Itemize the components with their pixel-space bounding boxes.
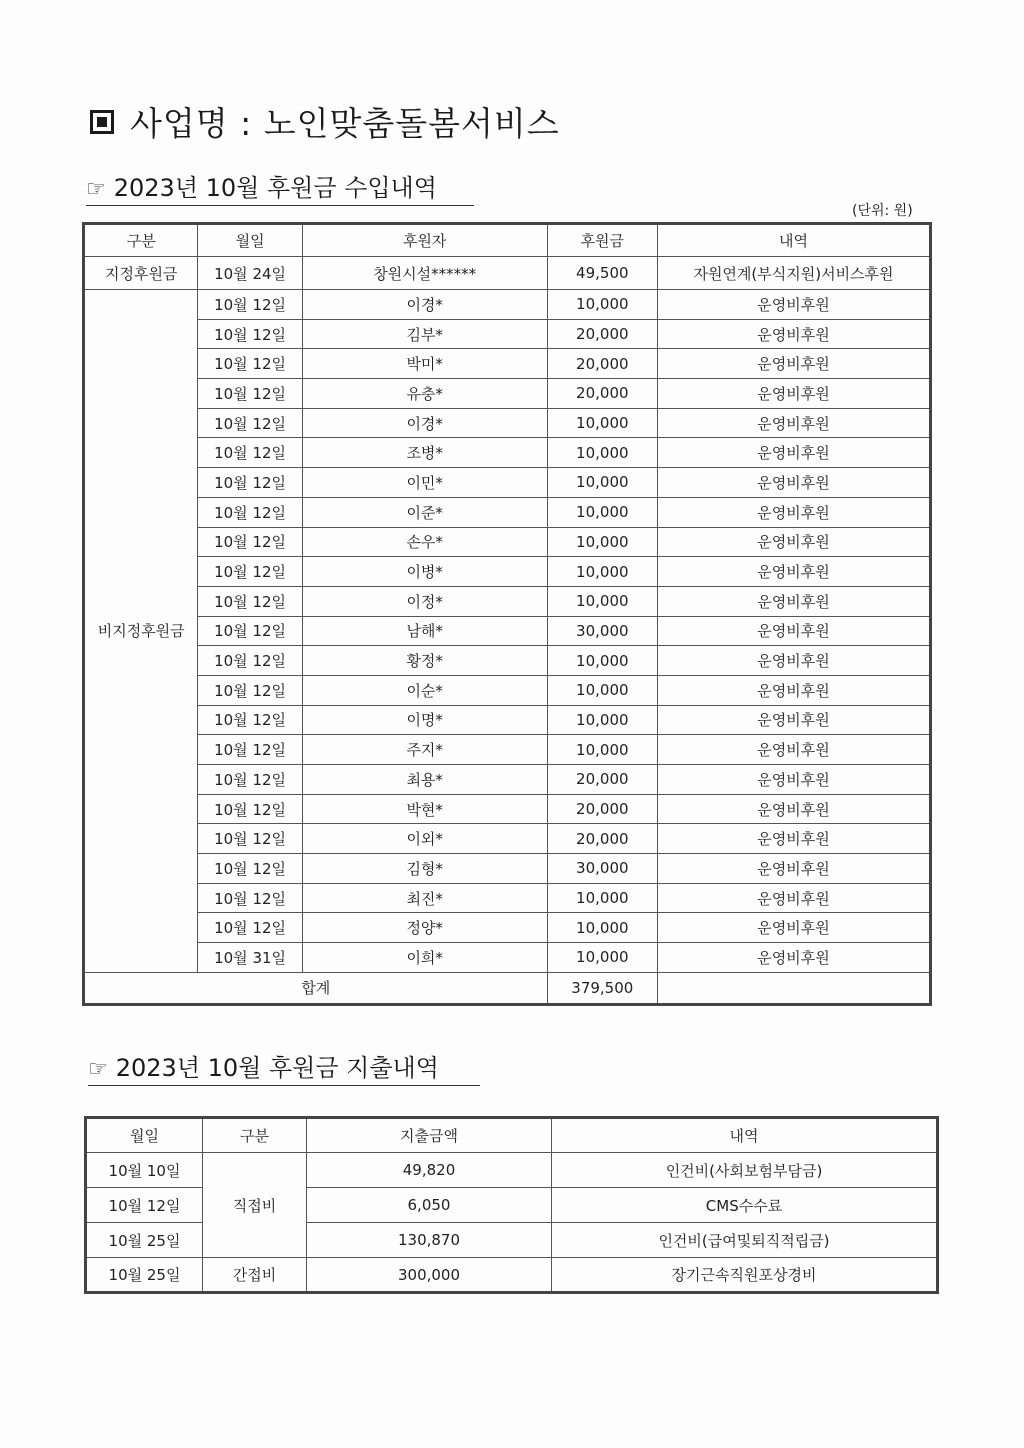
amount-cell: 10,000 xyxy=(547,675,657,705)
date-cell: 10월 12일 xyxy=(198,883,302,913)
income-heading-text: 2023년 10월 후원금 수입내역 xyxy=(113,174,437,202)
table-row xyxy=(84,765,931,795)
table-row xyxy=(84,883,931,913)
amount-cell: 20,000 xyxy=(547,794,657,824)
donor-cell: 이병* xyxy=(302,557,547,587)
amount-cell: 10,000 xyxy=(547,646,657,676)
unit-label: (단위: 원) xyxy=(852,203,913,219)
donor-cell: 이희* xyxy=(302,943,547,973)
detail-cell: 운영비후원 xyxy=(658,735,931,765)
date-cell: 10월 12일 xyxy=(198,349,302,379)
detail-cell: 운영비후원 xyxy=(658,883,931,913)
column-header: 지출금액 xyxy=(307,1118,552,1153)
date-cell: 10월 24일 xyxy=(198,257,302,290)
table-row xyxy=(84,557,931,587)
date-cell: 10월 12일 xyxy=(198,735,302,765)
total-label: 합계 xyxy=(84,972,548,1004)
donor-cell: 김형* xyxy=(302,854,547,884)
table-row xyxy=(84,675,931,705)
pointing-hand-icon: ☞ xyxy=(86,177,106,202)
amount-cell: 10,000 xyxy=(547,913,657,943)
donor-cell: 주지* xyxy=(302,735,547,765)
detail-cell: 운영비후원 xyxy=(658,497,931,527)
amount-cell: 30,000 xyxy=(547,616,657,646)
expense-table xyxy=(84,1116,939,1294)
donor-cell: 이민* xyxy=(302,468,547,498)
table-row xyxy=(84,824,931,854)
detail-cell: 운영비후원 xyxy=(658,705,931,735)
date-cell: 10월 12일 xyxy=(198,913,302,943)
amount-cell: 10,000 xyxy=(547,883,657,913)
detail-cell: 운영비후원 xyxy=(658,319,931,349)
detail-cell: 인건비(사회보험부담금) xyxy=(552,1153,938,1188)
date-cell: 10월 12일 xyxy=(198,675,302,705)
donor-cell: 유충* xyxy=(302,379,547,409)
total-row xyxy=(84,972,931,1004)
column-header: 월일 xyxy=(198,224,302,257)
donor-cell: 김부* xyxy=(302,319,547,349)
square-icon xyxy=(90,110,114,134)
amount-cell: 20,000 xyxy=(547,319,657,349)
table-row xyxy=(84,586,931,616)
detail-cell: 운영비후원 xyxy=(658,913,931,943)
table-row xyxy=(86,1153,938,1188)
category-cell: 직접비 xyxy=(203,1153,307,1258)
detail-cell: 운영비후원 xyxy=(658,408,931,438)
total-empty-cell xyxy=(658,972,931,1004)
detail-cell: 운영비후원 xyxy=(658,943,931,973)
income-table xyxy=(82,222,932,1006)
table-row xyxy=(84,616,931,646)
column-header: 구분 xyxy=(203,1118,307,1153)
amount-cell: 20,000 xyxy=(547,379,657,409)
column-header: 후원금 xyxy=(547,224,657,257)
date-cell: 10월 31일 xyxy=(198,943,302,973)
donor-cell: 황정* xyxy=(302,646,547,676)
date-cell: 10월 12일 xyxy=(86,1188,203,1223)
detail-cell: 자원연계(부식지원)서비스후원 xyxy=(658,257,931,290)
table-row xyxy=(84,408,931,438)
table-row xyxy=(84,735,931,765)
amount-cell: 20,000 xyxy=(547,349,657,379)
date-cell: 10월 12일 xyxy=(198,824,302,854)
detail-cell: 운영비후원 xyxy=(658,854,931,884)
table-row xyxy=(84,527,931,557)
expense-heading-text: 2023년 10월 후원금 지출내역 xyxy=(115,1054,439,1082)
date-cell: 10월 12일 xyxy=(198,527,302,557)
table-row xyxy=(84,349,931,379)
amount-cell: 49,820 xyxy=(307,1153,552,1188)
date-cell: 10월 12일 xyxy=(198,379,302,409)
amount-cell: 10,000 xyxy=(547,943,657,973)
donor-cell: 창원시설****** xyxy=(302,257,547,290)
amount-cell: 30,000 xyxy=(547,854,657,884)
detail-cell: 운영비후원 xyxy=(658,794,931,824)
pointing-hand-icon: ☞ xyxy=(88,1057,108,1082)
detail-cell: 운영비후원 xyxy=(658,616,931,646)
date-cell: 10월 12일 xyxy=(198,557,302,587)
detail-cell: 운영비후원 xyxy=(658,438,931,468)
table-row xyxy=(84,257,931,290)
date-cell: 10월 12일 xyxy=(198,705,302,735)
detail-cell: 운영비후원 xyxy=(658,468,931,498)
donor-cell: 박미* xyxy=(302,349,547,379)
column-header: 월일 xyxy=(86,1118,203,1153)
detail-cell: 운영비후원 xyxy=(658,586,931,616)
table-row xyxy=(84,468,931,498)
page-title-text: 사업명 : 노인맞춤돌봄서비스 xyxy=(130,104,560,143)
table-row xyxy=(84,854,931,884)
donor-cell: 이명* xyxy=(302,705,547,735)
detail-cell: 운영비후원 xyxy=(658,527,931,557)
donor-cell: 정양* xyxy=(302,913,547,943)
donor-cell: 최진* xyxy=(302,883,547,913)
detail-cell: 운영비후원 xyxy=(658,824,931,854)
donor-cell: 이준* xyxy=(302,497,547,527)
page-title xyxy=(90,98,560,145)
amount-cell: 10,000 xyxy=(547,557,657,587)
income-heading xyxy=(86,168,474,206)
column-header: 구분 xyxy=(84,224,198,257)
table-row xyxy=(84,319,931,349)
category-cell: 간접비 xyxy=(203,1258,307,1293)
amount-cell: 20,000 xyxy=(547,824,657,854)
expense-heading xyxy=(88,1048,480,1086)
detail-cell: 인건비(급여및퇴직적립금) xyxy=(552,1223,938,1258)
donor-cell: 이경* xyxy=(302,290,547,320)
date-cell: 10월 25일 xyxy=(86,1258,203,1293)
amount-cell: 10,000 xyxy=(547,497,657,527)
column-header: 내역 xyxy=(552,1118,938,1153)
amount-cell: 300,000 xyxy=(307,1258,552,1293)
amount-cell: 10,000 xyxy=(547,408,657,438)
date-cell: 10월 12일 xyxy=(198,468,302,498)
table-row xyxy=(84,943,931,973)
amount-cell: 10,000 xyxy=(547,735,657,765)
donor-cell: 조병* xyxy=(302,438,547,468)
total-amount: 379,500 xyxy=(547,972,657,1004)
table-row xyxy=(84,794,931,824)
amount-cell: 10,000 xyxy=(547,438,657,468)
amount-cell: 10,000 xyxy=(547,586,657,616)
detail-cell: 운영비후원 xyxy=(658,379,931,409)
detail-cell: CMS수수료 xyxy=(552,1188,938,1223)
detail-cell: 운영비후원 xyxy=(658,765,931,795)
detail-cell: 장기근속직원포상경비 xyxy=(552,1258,938,1293)
expense-header-row xyxy=(86,1118,938,1153)
detail-cell: 운영비후원 xyxy=(658,646,931,676)
date-cell: 10월 12일 xyxy=(198,319,302,349)
donor-cell: 박현* xyxy=(302,794,547,824)
category-cell: 지정후원금 xyxy=(84,257,198,290)
amount-cell: 130,870 xyxy=(307,1223,552,1258)
amount-cell: 10,000 xyxy=(547,290,657,320)
amount-cell: 49,500 xyxy=(547,257,657,290)
date-cell: 10월 12일 xyxy=(198,794,302,824)
amount-cell: 20,000 xyxy=(547,765,657,795)
table-row xyxy=(84,438,931,468)
category-cell: 비지정후원금 xyxy=(84,290,198,973)
income-header-row xyxy=(84,224,931,257)
date-cell: 10월 25일 xyxy=(86,1223,203,1258)
donor-cell: 이경* xyxy=(302,408,547,438)
amount-cell: 10,000 xyxy=(547,468,657,498)
amount-cell: 10,000 xyxy=(547,705,657,735)
table-row xyxy=(86,1258,938,1293)
date-cell: 10월 12일 xyxy=(198,854,302,884)
date-cell: 10월 12일 xyxy=(198,616,302,646)
donor-cell: 이정* xyxy=(302,586,547,616)
donor-cell: 최용* xyxy=(302,765,547,795)
date-cell: 10월 12일 xyxy=(198,765,302,795)
amount-cell: 6,050 xyxy=(307,1188,552,1223)
donor-cell: 손우* xyxy=(302,527,547,557)
column-header: 내역 xyxy=(658,224,931,257)
table-row xyxy=(84,497,931,527)
donor-cell: 이외* xyxy=(302,824,547,854)
table-row xyxy=(84,705,931,735)
column-header: 후원자 xyxy=(302,224,547,257)
table-row xyxy=(84,646,931,676)
date-cell: 10월 12일 xyxy=(198,438,302,468)
table-row xyxy=(84,913,931,943)
date-cell: 10월 12일 xyxy=(198,290,302,320)
date-cell: 10월 12일 xyxy=(198,497,302,527)
donor-cell: 남해* xyxy=(302,616,547,646)
table-row xyxy=(84,290,931,320)
detail-cell: 운영비후원 xyxy=(658,290,931,320)
detail-cell: 운영비후원 xyxy=(658,675,931,705)
date-cell: 10월 10일 xyxy=(86,1153,203,1188)
detail-cell: 운영비후원 xyxy=(658,557,931,587)
date-cell: 10월 12일 xyxy=(198,586,302,616)
amount-cell: 10,000 xyxy=(547,527,657,557)
date-cell: 10월 12일 xyxy=(198,646,302,676)
detail-cell: 운영비후원 xyxy=(658,349,931,379)
date-cell: 10월 12일 xyxy=(198,408,302,438)
table-row xyxy=(84,379,931,409)
donor-cell: 이순* xyxy=(302,675,547,705)
